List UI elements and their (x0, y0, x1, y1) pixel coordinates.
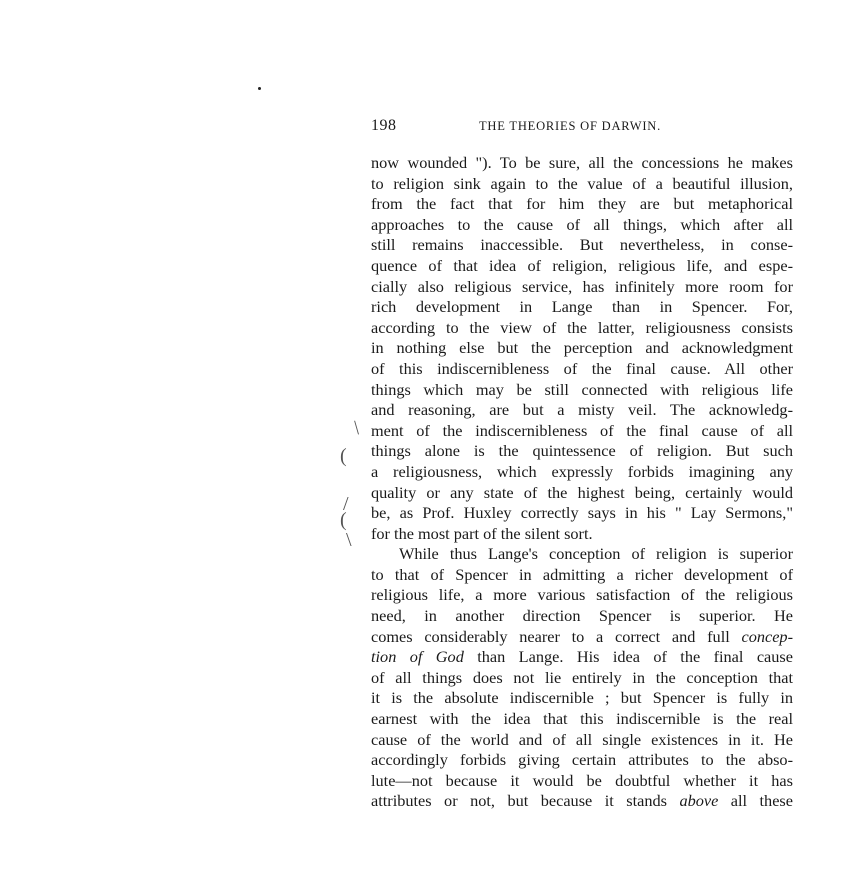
italic-text: tion of God (371, 647, 464, 667)
text-line: still remains inaccessible. But nevertheless, in conse- (371, 235, 793, 255)
margin-pencil-mark: / (343, 493, 349, 515)
text-line: quality or any state of the highest being, certainly would (371, 482, 793, 502)
text-line: rich development in Lange than in Spencer. For, (371, 297, 793, 317)
text-line: according to the view of the latter, religiousness consists (371, 317, 793, 337)
page-number: 198 (371, 117, 397, 134)
text-line: to that of Spencer in admitting a richer development of (371, 564, 793, 584)
text-line: approaches to the cause of all things, which after all (371, 214, 793, 234)
running-head: THE THEORIES OF DARWIN. (479, 119, 662, 133)
text-fragment: attributes or not, but because it stands (371, 791, 680, 811)
text-line: things alone is the quintessence of religion. But such (371, 441, 793, 461)
text-fragment: all these (718, 791, 793, 811)
text-line: a religiousness, which expressly forbids imagining any (371, 461, 793, 481)
text-fragment: comes considerably nearer to a correct and full (371, 626, 742, 646)
text-line: of this indiscernibleness of the final cause. All other (371, 358, 793, 378)
text-line: ment of the indiscernibleness of the final cause of all (371, 420, 793, 440)
margin-pencil-mark: / (348, 417, 366, 439)
text-line (371, 647, 793, 668)
text-line (371, 627, 793, 648)
text-line: quence of that idea of religion, religious life, and espe- (371, 255, 793, 275)
ink-speck (258, 87, 261, 90)
text-line: lute—not because it would be doubtful whether it has (371, 770, 793, 790)
text-line: While thus Lange's conception of religion is superior (399, 544, 793, 564)
text-line: it is the absolute indiscernible ; but Spencer is fully in (371, 688, 793, 708)
text-line: in nothing else but the perception and acknowledgment (371, 338, 793, 358)
text-line: of all things does not lie entirely in the conception that (371, 667, 793, 687)
text-line: be, as Prof. Huxley correctly says in his " Lay Sermons," (371, 503, 793, 523)
text-line: cause of the world and of all single existences in it. He (371, 729, 793, 749)
text-line: earnest with the idea that this indiscernible is the real (371, 709, 793, 729)
text-line: accordingly forbids giving certain attributes to the abso- (371, 750, 793, 770)
margin-pencil-mark: \ (346, 529, 352, 551)
body-text (371, 153, 793, 812)
text-line: cially also religious service, has infinitely more room for (371, 276, 793, 296)
text-line: things which may be still connected with religious life (371, 379, 793, 399)
margin-pencil-mark: ( (340, 509, 347, 531)
margin-pencil-mark: ( (340, 445, 347, 467)
italic-text: concep- (741, 626, 793, 646)
text-line: for the most part of the silent sort. (371, 523, 593, 543)
text-line: to religion sink again to the value of a beautiful illusion, (371, 173, 793, 193)
text-fragment: than Lange. His idea of the final cause (463, 647, 793, 667)
text-line: now wounded "). To be sure, all the concessions he makes (371, 153, 793, 172)
text-line: and reasoning, are but a misty veil. The acknowledg- (371, 400, 793, 420)
text-line: from the fact that for him they are but metaphorical (371, 194, 793, 214)
text-line: need, in another direction Spencer is superior. He (371, 606, 793, 626)
text-line (371, 791, 793, 812)
italic-text: above (679, 791, 719, 811)
text-line: religious life, a more various satisfaction of the religious (371, 585, 793, 605)
page-header (371, 117, 793, 139)
